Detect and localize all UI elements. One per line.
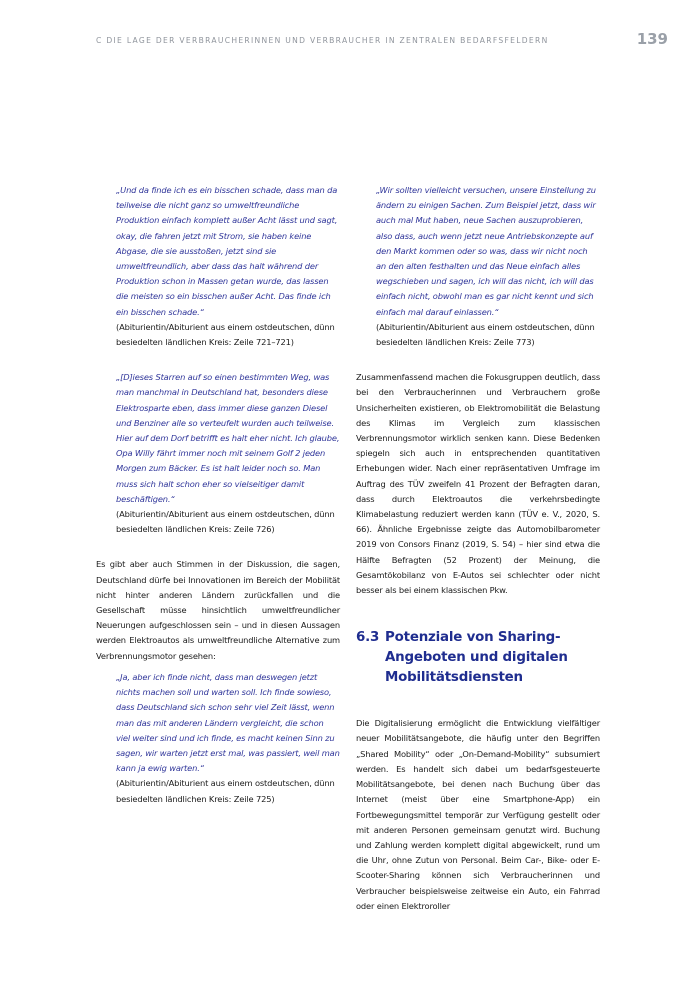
right-column — [356, 183, 600, 914]
interview-quote — [96, 183, 340, 350]
page-header — [96, 30, 676, 54]
section-title: Potenziale von Sharing-Angeboten und digitalen Mobilitätsdiensten — [385, 630, 568, 686]
quote-text: „[D]ieses Starren auf so einen bestimmten Weg, was man manchmal in Deutschland hat, besonders diese Elektrosparte eben, dass immer diese ganzen Diesel und Benziner alle so verteufelt wurden auch teilweise. Hier auf dem Dorf betrifft es halt eher nicht. Ich glaube, Opa Willy fährt immer noch mit seinem Golf 2 jeden Morgen zum Bäcker. Es ist halt leider noch so. Man muss sich halt schon eher so vielseitiger damit beschäftigen.“ — [116, 372, 340, 504]
quote-text: „Wir sollten vielleicht versuchen, unsere Einstellung zu ändern zu einigen Sachen. Zum Beispiel jetzt, dass wir auch mal Mut haben, neue Sachen auszuprobieren, also dass, auch wenn jetzt neue Antriebskonzepte auf den Markt kommen oder so was, dass wir nicht noch an den alten festhalten und das Neue einfach alles wegschieben und sagen, ich will das nicht, ich will das einfach nicht, obwohl man es gar nicht kennt und sich einfach mal darauf einlassen.“ — [376, 185, 596, 317]
running-header-title: C DIE LAGE DER VERBRAUCHERINNEN UND VERBRAUCHER IN ZENTRALEN BEDARFSFELDERN — [96, 36, 549, 45]
body-paragraph: Es gibt aber auch Stimmen in der Diskussion, die sagen, Deutschland dürfe bei Innovationen im Bereich der Mobilität nicht hinter anderen Ländern zurückfallen und die Gesellschaft müsse hinsichtlich umweltfreundlicher Neuerungen aufgeschlossen sein – und in diesen Aussagen werden Elektroautos als umweltfreundliche Alternative zum Verbrennungsmotor gesehen: — [96, 559, 340, 661]
interview-quote — [96, 370, 340, 537]
quote-source: (Abiturientin/Abiturient aus einem ostdeutschen, dünn besiedelten ländlichen Kreis: Zeile 773) — [376, 321, 595, 348]
page-number: 139 — [636, 30, 668, 48]
interview-quote — [96, 670, 340, 807]
section-number: 6.3 — [356, 630, 380, 646]
quote-source: (Abiturientin/Abiturient aus einem ostdeutschen, dünn besiedelten ländlichen Kreis: Zeile 721–721) — [116, 321, 335, 348]
quote-text: „Und da finde ich es ein bisschen schade, dass man da teilweise die nicht ganz so umweltfreundliche Produktion einfach komplett außer Acht lässt und sagt, okay, die fahren jetzt mit Strom, sie haben keine Abgase, die sie ausstoßen, jetzt sind sie umweltfreundlich, aber dass das halt während der Produktion schon in Massen getan wurde, das lassen die meisten so ein bisschen außer Acht. Das finde ich ein bisschen schade.“ — [116, 185, 338, 317]
quote-source: (Abiturientin/Abiturient aus einem ostdeutschen, dünn besiedelten ländlichen Kreis: Zeile 725) — [116, 778, 335, 804]
section-heading — [356, 628, 600, 688]
quote-text: „Ja, aber ich finde nicht, dass man deswegen jetzt nichts machen soll und warten soll. Ich finde sowieso, dass Deutschland sich schon sehr viel Zeit lässt, wenn man das mit anderen Ländern vergleicht, die schon viel weiter sind und ich finde, es macht keinen Sinn zu sagen, wir warten jetzt erst mal, was passiert, weil man kann ja ewig warten.“ — [116, 671, 340, 774]
interview-quote — [356, 183, 600, 350]
body-paragraph: Die Digitalisierung ermöglicht die Entwicklung vielfältiger neuer Mobilitätsangebote, die häufig unter den Begriffen „Shared Mobility“ oder „On-Demand-Mobility“ subsumiert werden. Es handelt sich dabei um bedarfsgesteuerte Mobilitätsangebote, bei denen nach Buchung über das Internet (meist über eine Smartphone-App) ein Fortbewegungsmittel temporär zur Verfügung gestellt oder mit anderen Personen gemeinsam genutzt wird. Buchung und Zahlung werden komplett digital abgewickelt, rund um die Uhr, ohne Zutun von Personal. Beim Car-, Bike- oder E-Scooter-Sharing können sich Verbraucherinnen und Verbraucher beispielsweise zeitweise ein Auto, ein Fahrrad oder einen Elektroroller — [356, 718, 600, 911]
body-paragraph: Zusammenfassend machen die Fokusgruppen deutlich, dass bei den Verbraucherinnen und Verbrauchern große Unsicherheiten existieren, ob Elektromobilität die Belastung des Klimas im Vergleich zum klassischen Verbrennungsmotor wirklich senken kann. Diese Bedenken spiegeln sich auch in entsprechenden quantitativen Erhebungen wider. Nach einer repräsentativen Umfrage im Auftrag des TÜV zweifeln 41 Prozent der Befragten daran, dass durch Elektroautos die verkehrsbedingte Klimabelastung reduziert werden kann (TÜV e. V., 2020, S. 66). Ähnliche Ergebnisse zeigte das Automobilbarometer 2019 von Consors Finanz (2019, S. 54) – hier sind etwa die Hälfte Befragten (52 Prozent) der Meinung, die Gesamtökobilanz von E-Autos sei schlechter oder nicht besser als bei einem klassischen Pkw. — [356, 372, 600, 596]
quote-source: (Abiturientin/Abiturient aus einem ostdeutschen, dünn besiedelten ländlichen Kreis: Zeile 726) — [116, 509, 335, 535]
left-column — [96, 183, 340, 827]
